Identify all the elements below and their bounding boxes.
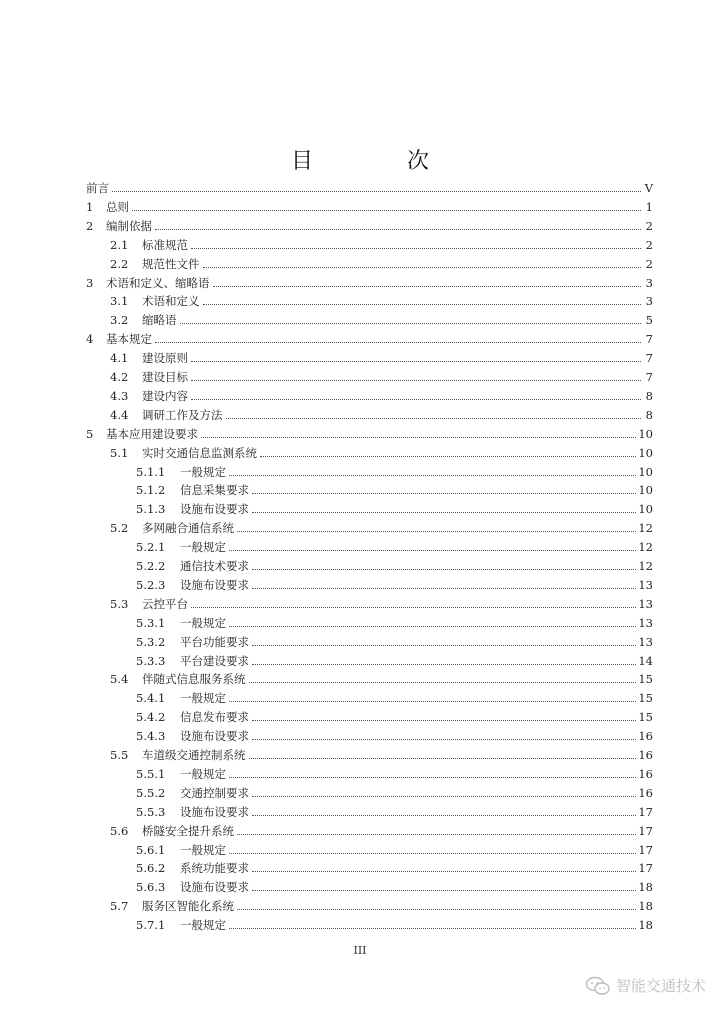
toc-entry-page: 17 bbox=[638, 842, 653, 857]
toc-entry-label: 总则 bbox=[106, 199, 129, 214]
dot-leader bbox=[252, 645, 636, 646]
dot-leader bbox=[260, 456, 636, 457]
toc-entry-label: 一般规定 bbox=[180, 615, 226, 630]
toc-entry[interactable] bbox=[86, 176, 653, 195]
toc-entry-page: 16 bbox=[638, 729, 653, 744]
toc-entry-label: 设施布设要求 bbox=[180, 880, 249, 895]
toc-entry-number: 5.4.2 bbox=[136, 710, 166, 725]
dot-leader bbox=[252, 664, 636, 665]
toc-entry[interactable] bbox=[110, 384, 653, 403]
toc-title: 目 次 bbox=[290, 149, 465, 174]
dot-leader bbox=[252, 739, 636, 740]
toc-entry-number: 5.2.2 bbox=[136, 559, 166, 573]
toc-entry-label: 一般规定 bbox=[180, 842, 226, 857]
dot-leader bbox=[237, 531, 636, 532]
dot-leader bbox=[191, 607, 636, 608]
toc-entry-number: 1 bbox=[86, 199, 94, 214]
toc-entry-number: 2.2 bbox=[110, 256, 129, 271]
toc-entry-page: 3 bbox=[645, 275, 653, 290]
toc-entry[interactable] bbox=[86, 271, 653, 290]
toc-entry-page: 14 bbox=[638, 653, 653, 668]
dot-leader bbox=[226, 418, 642, 419]
toc-entry[interactable] bbox=[110, 667, 653, 686]
toc-entry-label: 系统功能要求 bbox=[180, 861, 249, 876]
toc-entry-label: 平台建设要求 bbox=[180, 653, 249, 668]
toc-entry-label: 伴随式信息服务系统 bbox=[142, 672, 246, 687]
toc-entry-number: 3.1 bbox=[110, 294, 129, 309]
dot-leader bbox=[249, 758, 637, 759]
toc-entry-page: 13 bbox=[638, 615, 653, 630]
dot-leader bbox=[191, 248, 641, 249]
toc-entry-label: 术语和定义、缩略语 bbox=[106, 275, 210, 290]
dot-leader bbox=[203, 267, 642, 268]
toc-entry[interactable] bbox=[110, 308, 653, 327]
dot-leader bbox=[191, 361, 641, 362]
toc-entry-number: 4.2 bbox=[110, 370, 129, 384]
toc-entry-page: 15 bbox=[638, 710, 653, 725]
toc-entry-page: 13 bbox=[638, 634, 653, 649]
toc-entry-label: 设施布设要求 bbox=[180, 502, 249, 517]
toc-entry-page: 16 bbox=[638, 785, 653, 800]
toc-entry-label: 一般规定 bbox=[180, 540, 226, 555]
dot-leader bbox=[229, 626, 636, 627]
toc-entry[interactable] bbox=[136, 705, 653, 724]
toc-entry-page: 13 bbox=[638, 596, 653, 611]
toc-entry-number: 5.3.3 bbox=[136, 653, 166, 668]
toc-entry-page: 15 bbox=[638, 691, 653, 706]
dot-leader bbox=[191, 380, 641, 381]
toc-entry-number: 5.1.1 bbox=[136, 464, 166, 479]
dot-leader bbox=[229, 475, 636, 476]
toc-entry-label: 一般规定 bbox=[180, 918, 226, 933]
toc-entry[interactable] bbox=[110, 346, 653, 365]
toc-entry-page: 17 bbox=[638, 804, 653, 819]
toc-entry-page: 17 bbox=[638, 861, 653, 876]
toc-entry[interactable] bbox=[86, 422, 653, 441]
toc-entry[interactable] bbox=[136, 497, 653, 516]
toc-entry-label: 设施布设要求 bbox=[180, 804, 249, 819]
toc-entry-label: 建设原则 bbox=[142, 351, 188, 366]
toc-entry-label: 信息发布要求 bbox=[180, 710, 249, 725]
toc-entry-label: 设施布设要求 bbox=[180, 729, 249, 744]
toc-entry-number: 5.5.3 bbox=[136, 804, 166, 819]
toc-entry-label: 平台功能要求 bbox=[180, 634, 249, 649]
dot-leader bbox=[229, 853, 636, 854]
toc-entry-page: 16 bbox=[638, 766, 653, 781]
toc-entry-page: 7 bbox=[645, 332, 653, 347]
toc-entry[interactable] bbox=[110, 441, 653, 460]
toc-entry-page: 2 bbox=[645, 237, 653, 252]
toc-entry-label: 前言 bbox=[86, 181, 109, 195]
toc-entry-label: 规范性文件 bbox=[142, 256, 200, 271]
page-number: III bbox=[353, 944, 367, 957]
toc-entry-label: 标准规范 bbox=[142, 237, 188, 252]
toc-entry-number: 2 bbox=[86, 218, 94, 233]
dot-leader bbox=[213, 286, 642, 287]
dot-leader bbox=[191, 399, 641, 400]
toc-entry-label: 设施布设要求 bbox=[180, 577, 249, 592]
toc-entry[interactable] bbox=[110, 365, 653, 384]
dot-leader bbox=[252, 871, 636, 872]
toc-entry[interactable] bbox=[136, 630, 653, 649]
toc-entry-number: 5.3.1 bbox=[136, 615, 166, 630]
toc-entry-label: 缩略语 bbox=[142, 313, 177, 328]
toc-entry[interactable] bbox=[136, 800, 653, 819]
toc-entry[interactable] bbox=[110, 894, 653, 913]
toc-entry-number: 3.2 bbox=[110, 313, 129, 328]
toc-entry-number: 5.2 bbox=[110, 521, 129, 536]
dot-leader bbox=[203, 304, 642, 305]
toc-entry-page: 5 bbox=[645, 313, 653, 328]
toc-entry-number: 5.5.2 bbox=[136, 785, 166, 800]
toc-entry[interactable] bbox=[86, 214, 653, 233]
toc-entry-number: 4.1 bbox=[110, 351, 129, 366]
dot-leader bbox=[229, 701, 636, 702]
dot-leader bbox=[252, 588, 636, 589]
toc-entry-page: 10 bbox=[638, 426, 653, 441]
toc-entry[interactable] bbox=[136, 573, 653, 592]
toc-entry-page: 8 bbox=[645, 407, 653, 422]
toc-entry-number: 5 bbox=[86, 426, 94, 441]
dot-leader bbox=[252, 890, 636, 891]
dot-leader bbox=[252, 493, 636, 494]
toc-entry-number: 5.4 bbox=[110, 672, 129, 687]
toc-entry-number: 5.1.3 bbox=[136, 502, 166, 517]
toc-entry[interactable] bbox=[136, 838, 653, 857]
toc-entry-label: 基本应用建设要求 bbox=[106, 426, 198, 441]
toc-entry-number: 5.7 bbox=[110, 899, 129, 914]
toc-entry-number: 5.7.1 bbox=[136, 918, 166, 933]
dot-leader bbox=[132, 210, 641, 211]
toc-entry-number: 3 bbox=[86, 275, 94, 290]
dot-leader bbox=[252, 569, 636, 570]
watermark-text: 智能交通技术 bbox=[615, 977, 706, 995]
toc-entry-number: 5.6.1 bbox=[136, 842, 166, 857]
dot-leader bbox=[252, 815, 636, 816]
toc-entry-label: 车道级交通控制系统 bbox=[142, 748, 246, 762]
toc-entry-label: 信息采集要求 bbox=[180, 483, 249, 498]
toc-entry-page: 12 bbox=[638, 521, 653, 536]
dot-leader bbox=[155, 342, 641, 343]
toc-entry-label: 通信技术要求 bbox=[180, 559, 249, 573]
toc-entry[interactable] bbox=[110, 289, 653, 308]
toc-entry-page: V bbox=[644, 181, 653, 195]
toc-entry-label: 桥隧安全提升系统 bbox=[142, 823, 234, 838]
dot-leader bbox=[229, 550, 636, 551]
toc-entry-number: 5.2.3 bbox=[136, 577, 166, 592]
toc-entry-label: 多网融合通信系统 bbox=[142, 521, 234, 536]
toc-entry-number: 4 bbox=[86, 332, 94, 347]
toc-entry-label: 调研工作及方法 bbox=[142, 407, 223, 422]
toc-entry-number: 5.5.1 bbox=[136, 766, 166, 781]
toc-entry[interactable] bbox=[110, 516, 653, 535]
dot-leader bbox=[112, 191, 641, 192]
toc-entry[interactable] bbox=[136, 875, 653, 894]
toc-entry-page: 12 bbox=[638, 540, 653, 555]
toc-entry-number: 5.4.3 bbox=[136, 729, 166, 744]
toc-entry[interactable] bbox=[136, 762, 653, 781]
toc-entry-label: 交通控制要求 bbox=[180, 785, 249, 800]
dot-leader bbox=[237, 909, 636, 910]
toc-entry-label: 服务区智能化系统 bbox=[142, 899, 234, 914]
toc-entry-page: 18 bbox=[638, 918, 653, 933]
toc-entry[interactable] bbox=[110, 592, 653, 611]
toc-entry[interactable] bbox=[110, 819, 653, 838]
toc-entry-page: 15 bbox=[638, 672, 653, 687]
dot-leader bbox=[237, 834, 636, 835]
toc-entry[interactable] bbox=[86, 195, 653, 214]
toc-entry-number: 5.4.1 bbox=[136, 691, 166, 706]
toc-entry[interactable] bbox=[136, 781, 653, 800]
toc-entry-number: 5.1.2 bbox=[136, 483, 166, 498]
toc-entry-number: 5.6.2 bbox=[136, 861, 166, 876]
toc-entry-label: 建设目标 bbox=[142, 370, 188, 384]
toc-entry-number: 5.2.1 bbox=[136, 540, 166, 555]
toc-entry[interactable] bbox=[136, 611, 653, 630]
toc-entry-page: 18 bbox=[638, 899, 653, 914]
toc-entry-label: 建设内容 bbox=[142, 388, 188, 403]
toc-entry-page: 13 bbox=[638, 577, 653, 592]
dot-leader bbox=[155, 229, 641, 230]
dot-leader bbox=[252, 720, 636, 721]
dot-leader bbox=[252, 512, 636, 513]
toc-entry-number: 5.6.3 bbox=[136, 880, 166, 895]
toc-entry-page: 7 bbox=[645, 370, 653, 384]
toc-entry-label: 基本规定 bbox=[106, 332, 152, 347]
toc-entry-page: 2 bbox=[645, 256, 653, 271]
toc-entry-label: 术语和定义 bbox=[142, 294, 200, 309]
watermark bbox=[585, 975, 706, 996]
wechat-icon bbox=[585, 976, 611, 996]
toc-entry-page: 10 bbox=[638, 445, 653, 460]
dot-leader bbox=[229, 928, 636, 929]
toc-entry[interactable] bbox=[110, 743, 653, 762]
toc-entry-page: 16 bbox=[638, 748, 653, 762]
toc-entry-number: 2.1 bbox=[110, 237, 129, 252]
toc-entry-page: 18 bbox=[638, 880, 653, 895]
toc-entry-page: 12 bbox=[638, 559, 653, 573]
toc-entry-number: 5.5 bbox=[110, 748, 129, 762]
toc-entry-label: 一般规定 bbox=[180, 766, 226, 781]
toc-entry[interactable] bbox=[136, 460, 653, 479]
toc-entry[interactable] bbox=[86, 327, 653, 346]
toc-entry-number: 4.3 bbox=[110, 388, 129, 403]
dot-leader bbox=[252, 796, 636, 797]
toc-entry-number: 5.3.2 bbox=[136, 634, 166, 649]
toc-entry-number: 5.3 bbox=[110, 596, 129, 611]
toc-entry-page: 10 bbox=[638, 464, 653, 479]
toc-entry-page: 2 bbox=[645, 218, 653, 233]
toc-entry[interactable] bbox=[136, 554, 653, 573]
toc-entry[interactable] bbox=[136, 724, 653, 743]
toc-entry-page: 17 bbox=[638, 823, 653, 838]
toc-entry-label: 一般规定 bbox=[180, 691, 226, 706]
toc-entry[interactable] bbox=[136, 913, 653, 932]
toc-entry-label: 一般规定 bbox=[180, 464, 226, 479]
toc-entry-number: 5.1 bbox=[110, 445, 129, 460]
toc-entry-page: 7 bbox=[645, 351, 653, 366]
dot-leader bbox=[180, 323, 642, 324]
toc-entry-number: 4.4 bbox=[110, 407, 129, 422]
dot-leader bbox=[249, 682, 637, 683]
toc-entry-page: 8 bbox=[645, 388, 653, 403]
dot-leader bbox=[229, 777, 636, 778]
toc-entry-label: 编制依据 bbox=[106, 218, 152, 233]
toc-entry[interactable] bbox=[110, 403, 653, 422]
toc-entry-page: 3 bbox=[645, 294, 653, 309]
toc-entry-label: 实时交通信息监测系统 bbox=[142, 445, 257, 460]
toc-entry[interactable] bbox=[136, 856, 653, 875]
toc-entry-number: 5.6 bbox=[110, 823, 129, 838]
toc-entry[interactable] bbox=[136, 649, 653, 668]
toc-entry-label: 云控平台 bbox=[142, 596, 188, 611]
toc-entry[interactable] bbox=[110, 233, 653, 252]
toc-entry[interactable] bbox=[110, 252, 653, 271]
toc-entry[interactable] bbox=[136, 535, 653, 554]
toc-entry-page: 10 bbox=[638, 483, 653, 498]
dot-leader bbox=[201, 437, 636, 438]
toc-entry[interactable] bbox=[136, 686, 653, 705]
toc-entry-page: 10 bbox=[638, 502, 653, 517]
toc-entry-page: 1 bbox=[645, 199, 653, 214]
toc-entry[interactable] bbox=[136, 478, 653, 497]
